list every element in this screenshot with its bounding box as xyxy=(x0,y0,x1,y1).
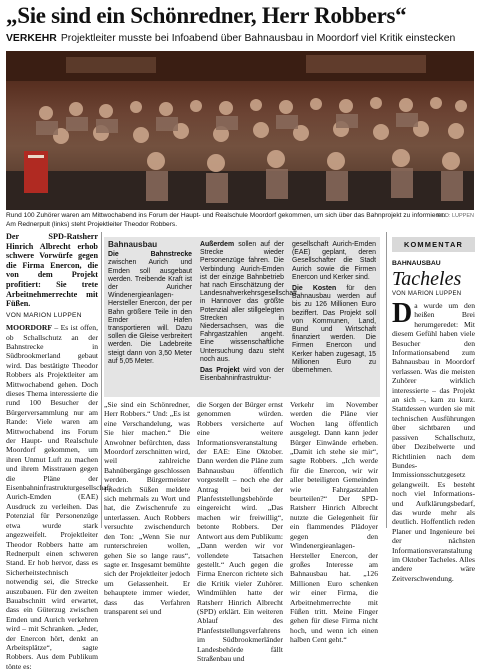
photo-caption xyxy=(6,212,474,229)
audience-photo xyxy=(6,51,474,210)
commentary-box xyxy=(392,237,475,583)
article-column-2 xyxy=(104,400,190,616)
commentary-topic: BAHNAUSBAU xyxy=(392,260,441,267)
info-box-column-2 xyxy=(200,241,297,383)
deck-text: Projektleiter musste bei Infoabend über Bahnausbau in Moordorf viel Kritik einstecken xyxy=(60,33,456,44)
info-box-project xyxy=(200,367,284,383)
article-column-3 xyxy=(197,400,283,663)
article-column-4 xyxy=(290,400,378,645)
info-box-text-4: gesellschaft Aurich-Emden (EAE) geplant, deren Gesellschafter die Stadt Aurich sowie die Firmen Enercon und Kerker sind. xyxy=(292,241,376,281)
commentary-dropcap: D xyxy=(392,298,413,329)
column-divider-2 xyxy=(386,232,387,528)
deck xyxy=(6,32,476,45)
headline: „Sie sind ein Schönredner, Herr Robbers“ xyxy=(6,3,407,28)
column-2-text: „Sie sind ein Schönredner, Herr Robbers.“ Und: „Es ist eine Verschandelung, was Sie hier machen.“ Die Anwohner befürchten, dass Moordorf zerschnitten wird, weil zahlreiche Bahnübergänge geschlossen werden. Bürgermeister Friedrich Süßen meldete sich mehrmals zu Wort und hat, die Zwischenrufe zu unterlassen. Auch Robbers versuchte zwischendurch den Ton: „Wenn Sie nur runterschreien wollen, gehen Sie so lange raus“, sagte er. Insgesamt bemühte sich der Projektleiter jedoch um Gelassenheit. Er behauptete immer wieder, dass das Verfahren transparent sei und xyxy=(104,400,190,616)
info-box-column-1 xyxy=(108,241,192,366)
column-4-text: Verkehr im November werden die Pläne vier Wochen lang öffentlich ausgelegt. Dann kann jeder Bürger Einwände erheben. „Damit ich stehe sie mir“, sagte Robbers. „Ich werde für die Enercon, wir wir aller beteiligten Gemeinden wie Fahrgastzahlen beurteilen?“ Der SPD-Ratsherr Hinrich Albrecht nutzte die Gelegenheit für ein flammendes Plädoyer gegen den Windenergieanlagen-Hersteller Enercon, der großes Interesse am Bahnausbau hat. „126 Millionen Euro schenken wir einer Firma, die Arbeitnehmerrechte mit Füßen tritt. Meine Finger gehen für diese Firma nicht hoch, und wenn ich einen halben Cent geht.“ xyxy=(290,400,378,645)
article-column-1 xyxy=(6,232,112,671)
commentary-text: a wurde um den heißen Brei herumgeredet: Mit diesem Gefühl haben viele Besucher den Informationsabend zum Bahnausbau in Moordorf verlassen. Was die meisten Zuhörer wirklich interessierte – das Projekt an sich –, kam zu kurz. Stattdessen wurden sie mit technischen Ausführungen über sichtbaren und passiven Schallschutz, über Dezibelwerte und Richtlinien nach dem Bundes-Immissionsschutzgesetz gelangweilt. Es besteht noch viel Informations- und Aufklärungsbedarf, das wurde mehr als deutlich. Hoffentlich reden Planer und Ingenieure bei der nächsten Informationsveranstaltung im Oktober Tacheles. Alles andere wäre Zeitverschwendung. xyxy=(392,301,475,583)
photo-credit: BILD: LUPPEN xyxy=(436,213,474,219)
info-box-column-3 xyxy=(292,241,376,375)
lead-paragraph: Der SPD-Ratsherr Hinrich Albrecht erhob schwere Vorwürfe gegen die Firma Enercon, die von dem Projekt profitiert: Sie trete Arbeitnehmerrechte mit Füßen. xyxy=(6,232,98,309)
info-box-sub-1: Die Bahnstrecke xyxy=(108,251,192,259)
info-box xyxy=(104,237,380,397)
column-divider-1 xyxy=(101,232,102,528)
deck-kicker: VERKEHR xyxy=(6,33,57,44)
info-box-text-2: sollen auf der Strecke wieder Personenzüge fahren. Die Verbindung Aurich-Emden ist der einzige Bahnbetrieb hat nach Einschätzung der Landesnahverkehrsgesellschaft in Hannover das größte Potenzial aller stillgelegten Strecken in Niedersachsen, was die Fahrgastzahlen angeht. Eine wissenschaftliche Untersuchung dazu steht noch aus. xyxy=(200,241,297,363)
article-byline: VON MARION LUPPEN xyxy=(6,311,82,319)
caption-line-2: Am Rednerpult (links) steht Projektleiter Theodor Robbers. xyxy=(6,220,178,228)
info-box-text-5: für den Bahnausbau werden auf bis zu 126 Millionen Euro beziffert. Das Projekt soll von Kommunen, Land, Bund und Wirtschaft finanziert werden. Die Firmen Enercon und Kerker haben zugesagt, 15 Millionen Euro zu übernehmen. xyxy=(292,285,376,375)
info-box-text-3: wird von der Eisenbahninfrastruktur- xyxy=(200,367,284,383)
commentary-byline: VON MARION LUPPEN xyxy=(392,291,462,297)
dateline: MOORDORF xyxy=(6,323,52,333)
commentary-label: KOMMENTAR xyxy=(392,237,475,252)
column-3-text: die Sorgen der Bürger ernst genommen würden. Robbers versicherte auf eine weitere Informationsveranstaltung der EAE: Eine Oktober. Dann werden die Pläne zum Bahnausbau öffentlich vorgestellt – noch ehe der Antrag bei der Planfeststellungsbehörde eingereicht wird. „Das machen wir freiwillig“, betonte Robbers. Der Antwort aus dem Publikum: „Dann werden wir vor vollendete Tatsachen gestellt.“ Auch gegen die Firma Enercon richtete sich die Kritik vieler Zuhörer. Windmühlen hatte der Ratsherr Hinrich Albrecht (SPD) erklärt. Ein weiteren Ablauf des Planfeststellungsverfahrens im Südbrookmerländer Landesbehörde fällt Straßenbau und xyxy=(197,400,283,663)
info-box-sub-3: Das Projekt xyxy=(200,367,240,375)
info-box-sub-2: Außerdem xyxy=(200,241,235,248)
commentary-title: Tacheles xyxy=(392,268,462,290)
info-box-heading: Bahnausbau xyxy=(108,240,158,249)
caption-line-1: Rund 100 Zuhörer waren am Mittwochabend ins Forum der Haupt- und Realschule Moordorf gekommen, um sich über das Bahnprojekt zu informieren. xyxy=(6,212,447,219)
column-1-text: – Es ist offen, ob Schallschutz an der Bahnstrecke in Südbrookmerland gebaut wird. Das bestätigte Theodor Robbers als Projektleiter am Mittwochabend gehen. Doch dieses Thema interessierte die rund 100 Besucher der Bürgerversammlung nur am Rande: Viele waren am Mittwochabend ins Forum der Haupt- und Realschule Moordorf gekommen, um ihren Unmut Luft zu machen und ihrem Misstrauen gegen die Pläne der Eisenbahninfrastrukturgesellschaft Aurich-Emden (EAE) Ausdruck zu verleihen. Das Potenzial für Personenzüge etwa wurde stark angezweifelt. Projektleiter Theodor Robbers hatte am Rednerpult einen schweren Stand. Er hob hervor, dass es Sicherheitstechnisch notwendig sei, die Strecke auszubauen. Für den zweiten Bauabschnitt wird erwartet, dass ein Güterzug zwischen Emden und Aurich verkehren wird – mit Schranken. „Jeder, der Enercon hört, denkt an Arbeitsplätze“, sagte Robbers. Aus dem Publikum tönte es: xyxy=(6,323,112,671)
info-box-sub-4: Die Kosten xyxy=(292,285,337,293)
info-box-costs xyxy=(292,285,376,375)
info-box-text-1: zwischen Aurich und Emden soll ausgebaut werden. Treibende Kraft ist der Auricher Windenergieanlagen-Hersteller Enercon, der per Bahn größere Teile in den Emder Hafen transportieren will. Dazu sollen die Gleise verbreitert werden. Die Ladebreite steigt dann von 3,50 Meter auf 5,05 Meter. xyxy=(108,259,192,365)
column-1-body xyxy=(6,323,112,671)
audience-photo-illustration xyxy=(6,51,474,210)
commentary-text-block xyxy=(392,298,475,583)
